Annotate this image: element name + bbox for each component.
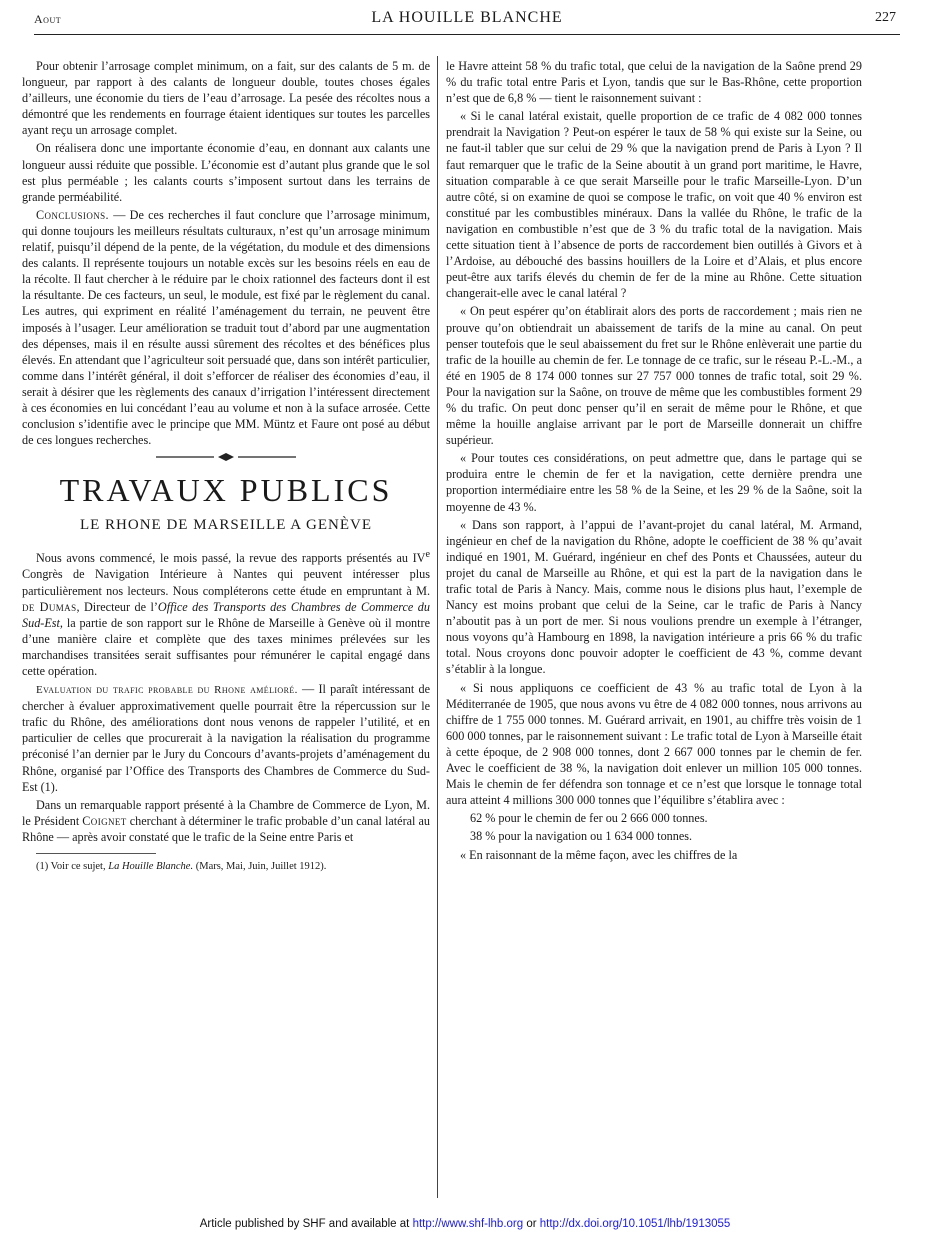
paragraph: On réalisera donc une importante économie d’eau, en donnant aux calants une longueur aussi réduite que possible. L’économie est d’autant plus grande que le sol est plus perméable ; les calants courts s’imposent surtout dans les terrains de grande perméabilité. <box>22 141 430 204</box>
quote-paragraph: « On peut espérer qu’on établirait alors des ports de raccordement ; mais rien ne prouve qu’on obtiendrait un abaissement de tarifs de la mine au canal. On peut penser toutefois que le seul abaissement du fret sur le Rhône enlèverait une partie du trafic de la houille au chemin de fer. Le tonnage de ce trafic, sur le réseau P.-L.-M., a été en 1905 de 8 174 000 tonnes sur 27 757 000 tonnes de trafic total, soit 29 %. Pour la navigation sur la Saône, on trouve de même que les combustibles forment 29 % du trafic. On peut donc penser qu’il en serait de même pour le Rhône, et que même la houille anglaise arrivant par le port de Marseille donnerait un chiffre supérieur. <box>446 304 862 448</box>
office-name: Office des Transports des Chambres de Commerce du Sud-Est, <box>22 599 430 630</box>
journal-ref: La Houille Blanche. <box>108 861 194 872</box>
conclusions-heading: Conclusions. <box>36 207 109 222</box>
footnote <box>22 860 430 874</box>
list-item: 38 % pour la navigation ou 1 634 000 tonnes. <box>470 829 693 844</box>
header-month: Aout <box>34 12 62 26</box>
paragraph: le Havre atteint 58 % du trafic total, que celui de la navigation de la Saône prend 29 % du trafic total entre Paris et Lyon, tandis que sur le Bas-Rhône, cette proportion n’est que de 6,8 % — tient le raisonnement suivant : <box>446 59 862 106</box>
quote-paragraph: « Dans son rapport, à l’appui de l’avant-projet du canal latéral, M. Armand, ingénieur en chef de la navigation du Rhône, adopte le coefficient de 38 % qu’avait indiqué en 1901, M. Guérard, ingénieur en chef des Ponts et Chaussées, auteur du projet du canal de Marseille au Rhône, et qui est la part de la navigation dans le trafic total de Paris à Nancy. Mais, comme nous le disions plus haut, l’exemple de Nancy est moins probant que celui de la Seine, car le trafic de Paris à Nancy n’aboutit pas à un port de mer. Si nous voulions prendre un exemple à l’étranger, nous voyons qu’à Hambourg en 1898, la navigation intérieure a pris 66 % du trafic total. Nous croyons donc pouvoir adopter le coefficient de 43 %, comme devant s’établir à la longue. <box>446 517 862 677</box>
quote-paragraph: « Si nous appliquons ce coefficient de 43 % au trafic total de Lyon à la Méditerranée de 1905, que nous avons vu être de 4 082 000 tonnes, nous arrivons au chiffre de 1 755 000 tonnes. M. Guérard arrivait, en 1901, au chiffre très voisin de 1 600 000 tonnes, par le raisonnement suivant : Le trafic total de Lyon à Marseille était à cette époque, de 2 908 000 tonnes, dont 2 667 000 tonnes par le chemin de fer. Avec le coefficient de 38 %, la navigation doit enlever un million 105 000 tonnes. Mais le chemin de fer défendra son tonnage et ce n’est que lorsque le tonnage total aura atteint 4 millions 300 000 tonnes que l’équilibre s’établira avec : <box>446 680 862 808</box>
paragraph <box>22 797 430 845</box>
quote-paragraph: « Si le canal latéral existait, quelle proportion de ce trafic de 4 082 000 tonnes prendrait la Navigation ? Peut-on espérer le taux de 58 % qui existe sur la Seine, ou ne faut-il tabler que sur celui de 29 % que la navigation prend de Paris à Lyon ? Il faut remarquer que le trafic de la Seine aboutit à un grand port maritime, le Havre, situation comparable à ce que serait Marseille pour le trafic Marseille-Lyon. D’un autre côté, si on examine de quoi se compose le trafic, on voit que 40 % environ est constitué par les combustibles minéraux. Dans la vallée du Rhône, le trafic de la navigation en combustible n’est que de 3 % du trafic total de la navigation. Mais cette situation tient à l’absence de ports de raccordement bien outillés à Givors et à l’Ardoise, au débouché des bassins houillers de la Loire et d’Alais, et plus encore peut-être aux tarifs élevés du chemin de fer de la mine au Rhône. Cette situation changerait-elle avec le canal latéral ? <box>446 109 862 301</box>
conclusions-body: — De ces recherches il faut conclure que l’arrosage minimum, qui donne toujours les meilleurs résultats culturaux, n’est qu’un arrosage minimum relatif, puisqu’il dépend de la pente, de la végétation, du module et des dimensions des calants. Il représente toujours un notable excès sur les besoins réels en eau de la récolte. Il faut chercher à le réduire par le choix rationnel des facteurs dont il est la résultante. De ces facteurs, un seul, le module, est fixé par le règlement du canal. Les autres, qui expriment en réalité l’aménagement du terrain, ne peuvent être imposés à l’usager. Leur amélioration se traduit tout d’abord par une augmentation des dépenses, mais il en résulte aussi sûrement des récoltes et des bénéfices plus élevés. En attendant que l’agriculteur soit persuadé que, dans son intérêt particulier, comme dans l’intérêt général, il doit s’efforcer de réaliser des économies d’eau, il serait à désirer que les règlements des canaux d’irrigation l’intéressent directement à ces économies en lui concédant l’eau au volume et non à la suface arrosée. Cette conclusion s’identifie avec le principe que MM. Müntz et Faure ont posé au début de ces longues recherches. <box>22 207 430 448</box>
president-name: Coignet <box>82 813 127 828</box>
list-item: 62 % pour le chemin de fer ou 2 666 000 tonnes. <box>470 811 708 826</box>
superscript: e <box>425 549 430 561</box>
article-title: LE RHONE DE MARSEILLE A GENÈVE <box>79 517 373 534</box>
column-divider <box>437 56 438 1198</box>
conclusions-paragraph <box>22 207 430 448</box>
ornament-icon <box>156 452 296 462</box>
text-run: Nous avons commencé, le mois passé, la revue des rapports présentés au IV <box>36 551 426 566</box>
page-number: 227 <box>875 10 896 25</box>
ornament-divider <box>22 452 430 463</box>
section-title: TRAVAUX PUBLICS <box>59 472 393 509</box>
left-column <box>22 58 430 876</box>
evaluation-heading: Evaluation du trafic probable du Rhone amélioré. <box>36 684 298 697</box>
quote-paragraph: « En raisonnant de la même façon, avec les chiffres de la <box>460 847 738 862</box>
shf-link[interactable]: http://www.shf-lhb.org <box>412 1218 524 1230</box>
text-run: cherchant à déterminer le trafic probable d’un canal latéral au Rhône — après avoir constaté que le trafic de la Seine entre Paris et <box>22 813 430 844</box>
journal-title: LA HOUILLE BLANCHE <box>371 9 563 26</box>
text-run: Congrès de Navigation Intérieure à Nantes qui peuvent intéresser plus particulièrement nos lecteurs. Nous compléterons cette étude en empruntant à M. <box>22 567 430 598</box>
text-run: (Mars, Mai, Juin, Juillet 1912). <box>193 861 327 872</box>
text-run: Dans un remarquable rapport présenté à la Chambre de Commerce de Lyon, M. le Président <box>22 797 430 828</box>
doi-link[interactable]: http://dx.doi.org/10.1051/lhb/1913055 <box>539 1218 731 1230</box>
author-name: de Dumas <box>22 599 77 614</box>
publication-credit <box>0 1218 930 1230</box>
page-header <box>34 8 900 35</box>
evaluation-paragraph <box>22 681 430 795</box>
text-run: (1) Voir ce sujet, <box>36 861 109 872</box>
intro-paragraph <box>22 547 430 679</box>
footnote-rule <box>36 853 156 854</box>
evaluation-body: — Il paraît intéressant de chercher à évaluer approximativement quelle pourrait être la répercussion sur le trafic du Rhône, des améliorations dont nous venons de rappeler l’utilité, et en particulier de celles que procurerait à la navigation la réalisation du programme préconisé l’an dernier par le Jury du Concours d’avants-projets d’aménagement du Rhône, organisé par l’Office des Transports des Chambres de Commerce du Sud-Est (1). <box>22 682 430 794</box>
right-column <box>446 58 862 865</box>
credit-text: or <box>523 1218 540 1230</box>
paragraph: Pour obtenir l’arrosage complet minimum, on a fait, sur des calants de 5 m. de longueur, par rapport à des calants de longueur double, toutes choses égales d’ailleurs, une économie du tiers de l’eau d’arrosage. La pesée des récoltes nous a démontré que les rendements en fourrage étaient identiques sur toutes les parcelles ayant reçu un arrosage complet. <box>22 59 430 138</box>
text-run: , Directeur de l’ <box>76 599 158 614</box>
quote-paragraph: « Pour toutes ces considérations, on peut admettre que, dans le partage qui se produira entre le chemin de fer et la navigation, cette dernière prendra une proportion intermédiaire entre les 58 % de la Seine, et les 29 % de la Saône, soit la moyenne de 43 %. <box>446 451 862 514</box>
text-run: la partie de son rapport sur le Rhône de Marseille à Genève où il montre d’une manière claire et complète que des taxes minimes prélevées sur les marchandises transitées serait suffisantes pour rémunérer le capital engagé dans cette opération. <box>22 615 430 678</box>
credit-text: Article published by SHF and available at <box>199 1218 413 1230</box>
